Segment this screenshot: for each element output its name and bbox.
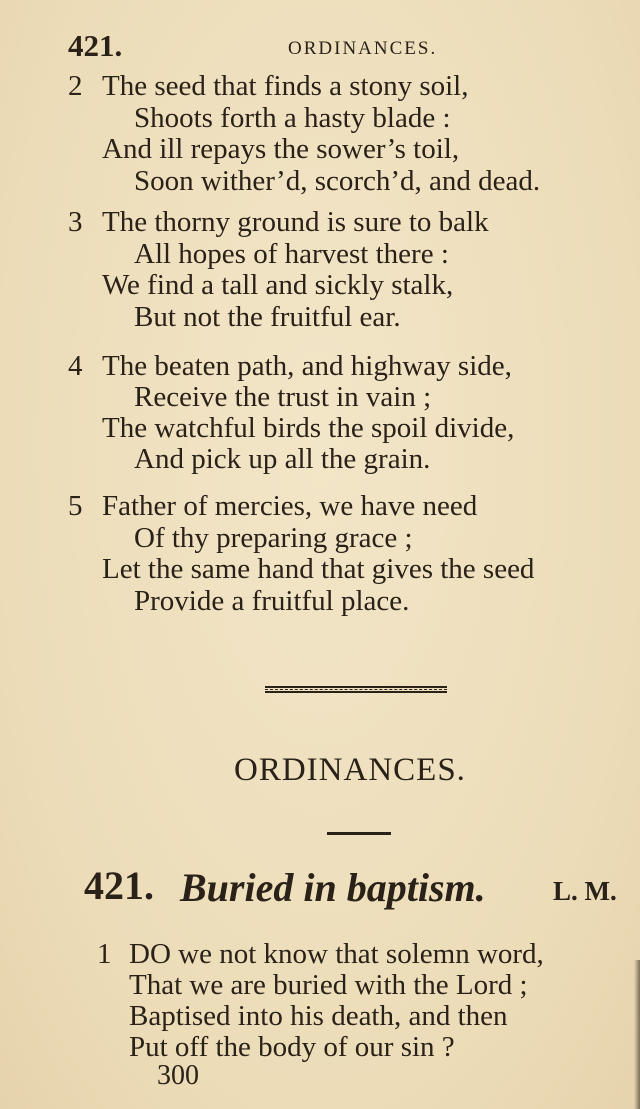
ornamental-rule <box>265 686 447 693</box>
verse-line: Receive the trust in vain ; <box>134 381 432 413</box>
verse-line: And pick up all the grain. <box>134 443 431 475</box>
verse-line: Father of mercies, we have need <box>102 490 478 522</box>
verse-line: Let the same hand that gives the seed <box>102 553 535 585</box>
verse-line: The seed that finds a stony soil, <box>102 70 469 102</box>
verse-line: Of thy preparing grace ; <box>134 522 413 554</box>
short-rule <box>327 832 391 835</box>
hymn-title: Buried in baptism. <box>180 865 486 910</box>
verse-line: Put off the body of our sin ? <box>129 1031 455 1063</box>
hymn-meter: L. M. <box>553 876 617 906</box>
verse-line: Provide a fruitful place. <box>134 585 410 617</box>
stanza-number: 1 <box>97 938 112 970</box>
verse-line: The thorny ground is sure to balk <box>102 206 489 238</box>
verse-line: The watchful birds the spoil divide, <box>102 412 515 444</box>
verse-line: And ill repays the sower’s toil, <box>102 133 460 165</box>
page-number: 300 <box>157 1060 199 1091</box>
section-title: ORDINANCES. <box>234 752 466 788</box>
verse-line: DO we not know that solemn word, <box>129 938 544 970</box>
stanza-number: 4 <box>68 350 83 382</box>
hymn-number: 421. <box>84 863 154 908</box>
stanza-number: 5 <box>68 490 83 522</box>
verse-line: We find a tall and sickly stalk, <box>102 269 454 301</box>
stanza-number: 3 <box>68 206 83 238</box>
running-head-number: 421. <box>68 28 123 63</box>
stanza-number: 2 <box>68 70 83 102</box>
running-head-title: ORDINANCES. <box>288 38 438 59</box>
verse-line: Baptised into his death, and then <box>129 1000 508 1032</box>
verse-line: Soon wither’d, scorch’d, and dead. <box>134 165 541 197</box>
verse-line: Shoots forth a hasty blade : <box>134 102 451 134</box>
verse-line: The beaten path, and highway side, <box>102 350 512 382</box>
verse-line: That we are buried with the Lord ; <box>129 969 528 1001</box>
verse-line: All hopes of harvest there : <box>134 238 449 270</box>
page-edge-shadow <box>634 960 640 1109</box>
verse-line: But not the fruitful ear. <box>134 301 401 333</box>
